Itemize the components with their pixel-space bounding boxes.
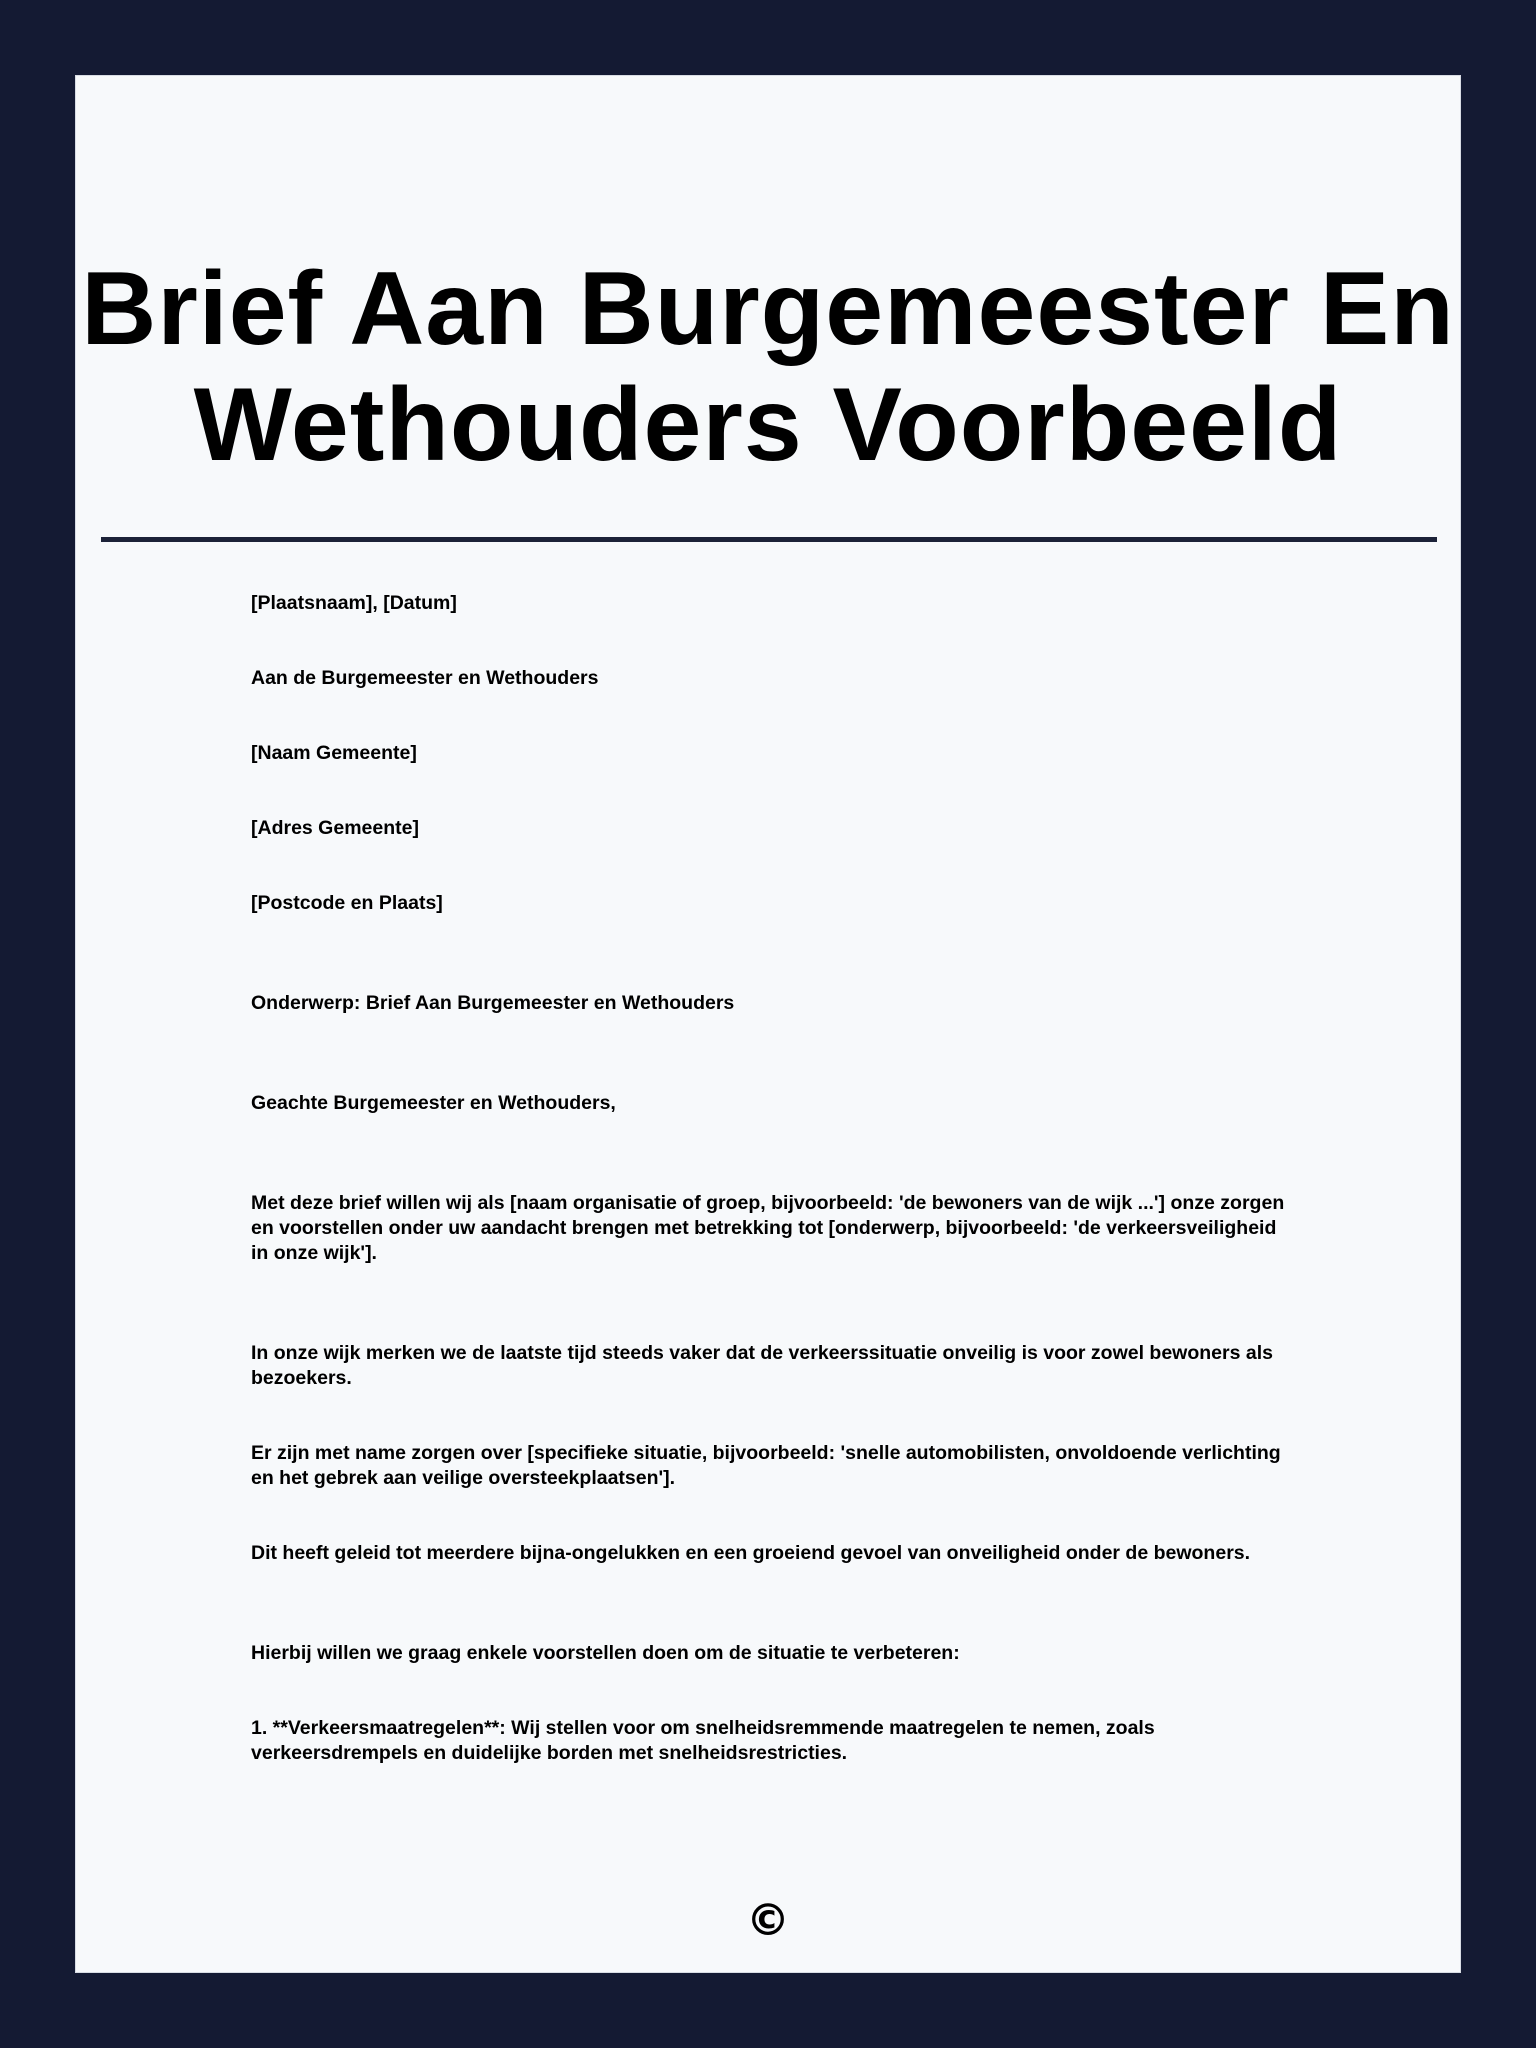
document-title-line-1: Brief Aan Burgemeester En — [81, 251, 1455, 367]
municipality-address: [Adres Gemeente] — [251, 817, 419, 839]
postcode-city: [Postcode en Plaats] — [251, 892, 443, 914]
paragraph-proposals-intro: Hierbij willen we graag enkele voorstellen doen om de situatie te verbeteren: — [251, 1642, 960, 1664]
document-title — [76, 251, 1460, 483]
subject-line: Onderwerp: Brief Aan Burgemeester en Wethouders — [251, 992, 735, 1014]
place-date: [Plaatsnaam], [Datum] — [251, 592, 457, 614]
paragraph-intro: Met deze brief willen wij als [naam organisatie of groep, bijvoorbeeld: 'de bewoners van de wijk ...'] onze zorgen en voorstellen onder uw aandacht brengen met betrekking tot [onderwerp, bijvoorbeeld: 'de verkeersveiligheid in onze wijk']. — [251, 1192, 1285, 1264]
paragraph-situation: In onze wijk merken we de laatste tijd steeds vaker dat de verkeerssituatie onveilig is voor zowel bewoners als bezoekers. — [251, 1342, 1273, 1389]
paragraph-effect: Dit heeft geleid tot meerdere bijna-ongelukken en een groeiend gevoel van onveiligheid onder de bewoners. — [251, 1542, 1251, 1564]
paragraph-concerns: Er zijn met name zorgen over [specifieke situatie, bijvoorbeeld: 'snelle automobilisten, onvoldoende verlichting en het gebrek aan veilige oversteekplaatsen']. — [251, 1442, 1281, 1489]
document-title-line-2: Wethouders Voorbeeld — [193, 367, 1343, 483]
proposal-1: 1. **Verkeersmaatregelen**: Wij stellen voor om snelheidsremmende maatregelen te nemen, zoals verkeersdrempels en duidelijke borden met snelheidsrestricties. — [251, 1717, 1155, 1764]
document-page — [75, 75, 1461, 1973]
recipient-line: Aan de Burgemeester en Wethouders — [251, 667, 599, 689]
title-divider — [101, 537, 1437, 542]
municipality-name: [Naam Gemeente] — [251, 742, 417, 764]
salutation: Geachte Burgemeester en Wethouders, — [251, 1092, 616, 1114]
copyright-icon: © — [746, 1895, 790, 1946]
